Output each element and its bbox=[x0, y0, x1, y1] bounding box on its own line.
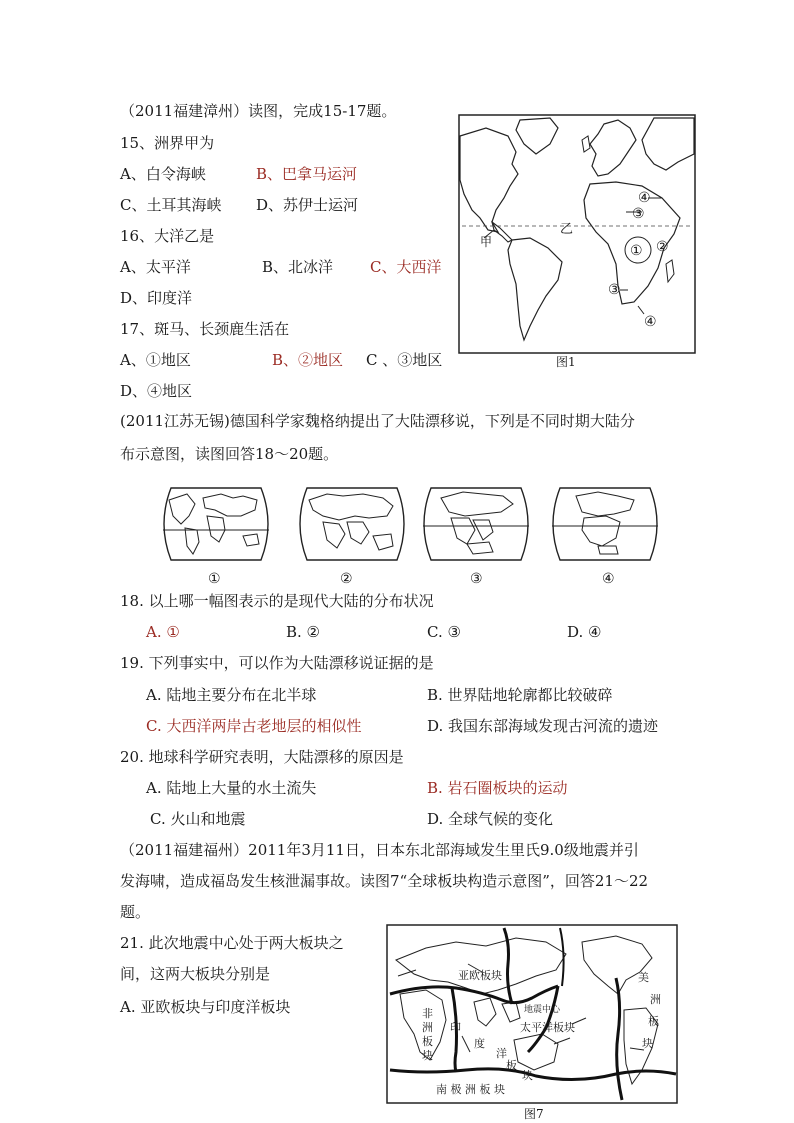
q20-stem: 20. 地球科学研究表明，大陆漂移的原因是 bbox=[120, 748, 404, 766]
fig1-marker-4-bottom: ④ bbox=[644, 314, 657, 330]
figure-1-world-map bbox=[458, 114, 696, 354]
q20-option-b-answer: B. 岩石圈板块的运动 bbox=[427, 779, 568, 797]
q15-option-b-answer: B、巴拿马运河 bbox=[256, 165, 358, 183]
q19-option-c-answer: C. 大西洋两岸古老地层的相似性 bbox=[146, 717, 362, 735]
intro-15-17: （2011福建漳州）读图，完成15-17题。 bbox=[120, 102, 397, 120]
figure-7-plate-map bbox=[386, 924, 678, 1104]
q21-stem-line2: 间，这两大板块分别是 bbox=[120, 965, 271, 983]
fig7-label-antarctic: 南 极 洲 板 块 bbox=[436, 1083, 505, 1096]
fig1-marker-4-top: ④ bbox=[638, 190, 651, 206]
intro-18-20-line1: (2011江苏无锡)德国科学家魏格纳提出了大陆漂移说，下列是不同时期大陆分 bbox=[120, 412, 635, 430]
q19-option-a: A. 陆地主要分布在北半球 bbox=[146, 686, 317, 704]
q20-option-a: A. 陆地上大量的水土流失 bbox=[146, 779, 317, 797]
fig1-label-jia: 甲 bbox=[480, 235, 493, 249]
q16-stem: 16、大洋乙是 bbox=[120, 227, 215, 245]
fig7-label-america-4: 块 bbox=[642, 1037, 653, 1050]
intro-21-22-line1: （2011福建福州）2011年3月11日，日本东北部海域发生里氏9.0级地震并引 bbox=[120, 841, 639, 859]
fig1-marker-3-bottom: ③ bbox=[608, 282, 621, 298]
q20-option-c: C. 火山和地震 bbox=[150, 810, 246, 828]
fig1-marker-2: ② bbox=[656, 239, 669, 255]
fig7-label-africa-2: 洲 bbox=[422, 1021, 433, 1034]
fig7-label-america-3: 板 bbox=[648, 1015, 659, 1028]
fig7-label-africa-1: 非 bbox=[422, 1007, 433, 1020]
fig7-label-india-1: 印 bbox=[450, 1021, 461, 1034]
q15-stem: 15、洲界甲为 bbox=[120, 134, 215, 152]
q16-option-a: A、太平洋 bbox=[120, 258, 191, 276]
q18-stem: 18. 以上哪一幅图表示的是现代大陆的分布状况 bbox=[120, 592, 434, 610]
q18-option-b: B. ② bbox=[286, 623, 321, 641]
q15-option-c: C、土耳其海峡 bbox=[120, 196, 222, 214]
q16-option-c-answer: C、大西洋 bbox=[370, 258, 442, 276]
q19-option-d: D. 我国东部海域发现古河流的遗迹 bbox=[427, 717, 659, 735]
fig1-marker-3-top: ③ bbox=[632, 206, 645, 222]
drift-map-1 bbox=[157, 486, 275, 562]
fig1-label-yi: 乙 bbox=[560, 222, 574, 237]
q21-option-a: A. 亚欧板块与印度洋板块 bbox=[120, 998, 291, 1016]
fig7-label-pacific: 太平洋板块 bbox=[520, 1021, 575, 1034]
q17-option-a: A、①地区 bbox=[120, 351, 191, 369]
q20-option-d: D. 全球气候的变化 bbox=[427, 810, 554, 828]
drift-map-4 bbox=[546, 486, 664, 562]
q17-option-b-answer: B、②地区 bbox=[272, 351, 344, 369]
fig7-label-india-2: 度 bbox=[474, 1037, 485, 1050]
fig7-label-eurasia: 亚欧板块 bbox=[458, 969, 502, 982]
drift-map-3 bbox=[417, 486, 535, 562]
q18-option-a-answer: A. ① bbox=[146, 623, 180, 641]
q15-option-a: A、白令海峡 bbox=[120, 165, 206, 183]
q17-option-d: D、④地区 bbox=[120, 382, 193, 400]
q18-option-d: D. ④ bbox=[567, 623, 602, 641]
q19-stem: 19. 下列事实中，可以作为大陆漂移说证据的是 bbox=[120, 654, 434, 672]
fig7-label-india-3: 洋 bbox=[496, 1047, 507, 1060]
intro-18-20-line2: 布示意图，读图回答18～20题。 bbox=[120, 445, 339, 463]
drift-map-label-1: ① bbox=[208, 571, 221, 587]
q17-stem: 17、斑马、长颈鹿生活在 bbox=[120, 320, 290, 338]
drift-map-label-3: ③ bbox=[470, 571, 483, 587]
q17-option-c: C 、③地区 bbox=[366, 351, 443, 369]
fig7-label-india-4: 板 bbox=[506, 1059, 517, 1072]
fig7-label-india-5: 块 bbox=[522, 1069, 533, 1082]
intro-21-22-line2: 发海啸，造成福岛发生核泄漏事故。读图7“全球板块构造示意图”，回答21～22 bbox=[120, 872, 649, 890]
q15-option-d: D、苏伊士运河 bbox=[256, 196, 359, 214]
fig7-label-america-2: 洲 bbox=[650, 993, 661, 1006]
fig7-label-america-1: 美 bbox=[638, 971, 649, 984]
fig7-label-africa-4: 块 bbox=[422, 1049, 433, 1062]
drift-map-label-2: ② bbox=[340, 571, 353, 587]
fig7-caption: 图7 bbox=[524, 1107, 544, 1121]
intro-21-22-line3: 题。 bbox=[120, 903, 151, 921]
q21-stem-line1: 21. 此次地震中心处于两大板块之 bbox=[120, 934, 344, 952]
q19-option-b: B. 世界陆地轮廓都比较破碎 bbox=[427, 686, 613, 704]
fig7-label-quake-center: 地震中心 bbox=[524, 1005, 561, 1015]
fig1-caption: 图1 bbox=[556, 355, 576, 369]
drift-map-2 bbox=[293, 486, 411, 562]
q16-option-d: D、印度洋 bbox=[120, 289, 193, 307]
q18-option-c: C. ③ bbox=[427, 623, 461, 641]
drift-map-label-4: ④ bbox=[602, 571, 615, 587]
q16-option-b: B、北冰洋 bbox=[262, 258, 334, 276]
fig1-marker-1: ① bbox=[630, 243, 643, 259]
fig7-label-africa-3: 板 bbox=[422, 1035, 433, 1048]
